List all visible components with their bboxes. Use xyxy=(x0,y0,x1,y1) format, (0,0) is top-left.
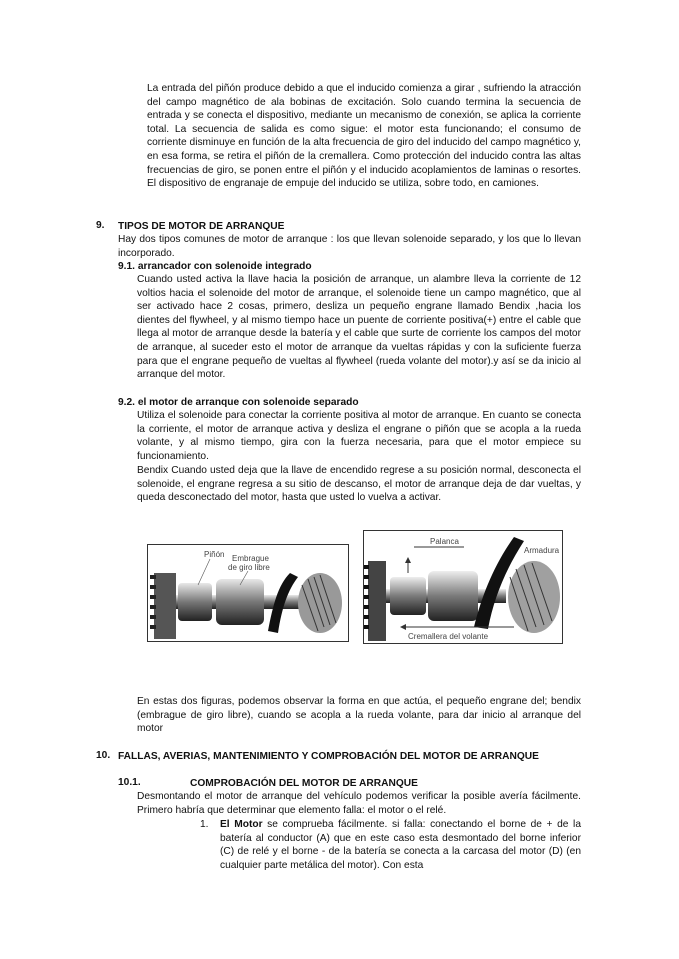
figure-1-label-pinion: Piñón xyxy=(204,550,225,559)
starter-drawing-1 xyxy=(148,545,348,641)
starter-figure-2 xyxy=(363,530,563,644)
section-9-intro: Hay dos tipos comunes de motor de arranque : los que llevan solenoide separado, y los que lo llevan incorporado. xyxy=(118,234,581,259)
section-10-1-text: Desmontando el motor de arranque del vehículo podemos verificar la posible avería fácilmente. Primero habría que determinar que elemento falla: el motor o el relé. xyxy=(137,791,581,816)
section-10-item-1-number: 1. xyxy=(200,819,209,830)
figures-caption: En estas dos figuras, podemos observar la forma en que actúa, el pequeño engrane del; bendix (embrague de giro libre), cuando se acopla a la rueda volante, para dar inicio al arranque del motor xyxy=(137,696,581,735)
section-9-1-text: Cuando usted activa la llave hacia la posición de arranque, un alambre lleva la corriente de 12 voltios hacia el solenoide del motor de arranque, el solenoide tiene un campo magnético, que al ser activado hace 2 cosas, primero, desliza un pequeño engrane llamado Bendix ,hacia los dientes del flywheel, y al mismo tiempo hace un puente de corriente positiva(+) entre el cable que llega al motor de arranque desde la batería y el cable que surte de corriente los campos del motor de arranque, al suceder esto el motor de arranque da vueltas rápidas y con la suficiente fuerza para que el engrane pequeño de vueltas al flywheel (rueda volante del motor).y así se da inicio al arranque del motor. xyxy=(137,274,581,381)
starter-figure-1 xyxy=(147,544,349,642)
intro-paragraph: La entrada del piñón produce debido a que el inducido comienza a girar , sufriendo la atracción del campo magnético de ala bobinas de excitación. Solo cuando termina la secuencia de entrada y se conecta el dispositivo, mediante un mecanismo de conexión, se aplica la corriente total. La secuencia de salida es como sigue: el motor esta funcionando; el consumo de corriente disminuye en función de la alta frecuencia de giro del inducido del campo magnético y, en esa forma, se retira el piñón de la cremallera. Como protección del inducido contra las altas frecuencias de giro, se ponen entre el piñón y el inducido acoplamientos de laminas o resortes. El dispositivo de engranaje de empuje del inducido se utiliza, sobre todo, en camiones. xyxy=(147,83,581,190)
section-9-title: TIPOS DE MOTOR DE ARRANQUE xyxy=(118,221,285,232)
section-10-item-1 xyxy=(220,818,581,872)
section-10-1-title: COMPROBACIÓN DEL MOTOR DE ARRANQUE xyxy=(190,778,418,789)
section-10-item-1-bold: El Motor xyxy=(220,819,263,830)
section-10-title: FALLAS, AVERIAS, MANTENIMIENTO Y COMPROBACIÓN DEL MOTOR DE ARRANQUE xyxy=(118,751,539,762)
figure-2-label-lever: Palanca xyxy=(430,537,459,546)
figure-1-label-clutch: Embrague xyxy=(232,554,269,563)
figure-1-label-freewheel: de giro libre xyxy=(228,563,270,572)
section-10-item-1-text: se comprueba fácilmente. si falla: conectando el borne de + de la batería al conductor (A) que en este caso esta desmontado del borne inferior (C) de relé y el borne - de la batería se conecta a la carcasa del motor (D) (en cualquier parte metálica del motor). Con esta xyxy=(220,819,581,871)
figure-2-label-armature: Armadura xyxy=(524,546,560,555)
section-9-1-title: 9.1. arrancador con solenoide integrado xyxy=(118,261,312,272)
section-9-2-title: 9.2. el motor de arranque con solenoide separado xyxy=(118,397,359,408)
starter-drawing-2 xyxy=(364,531,562,643)
section-9-2-text1: Utiliza el solenoide para conectar la corriente positiva al motor de arranque. En cuanto se conecta la corriente, el motor de arranque activa y desliza el engrane o piñón que se acopla a la rueda volante, y al mismo tiempo, gira con la fuerza necesaria, para que el motor empiece su funcionamiento. xyxy=(137,410,581,462)
section-9-2-text2: Bendix Cuando usted deja que la llave de encendido regrese a su posición normal, desconecta el solenoide, el engrane regresa a su sitio de descanso, el motor de arranque deja de dar vueltas, y queda desconectado del motor, hasta que usted lo vuelva a activar. xyxy=(137,465,581,504)
section-10-number: 10. xyxy=(96,750,111,761)
figure-2-label-ring-gear: Cremallera del volante xyxy=(408,632,489,641)
section-10-1-number: 10.1. xyxy=(118,777,141,788)
section-9-number: 9. xyxy=(96,220,105,231)
